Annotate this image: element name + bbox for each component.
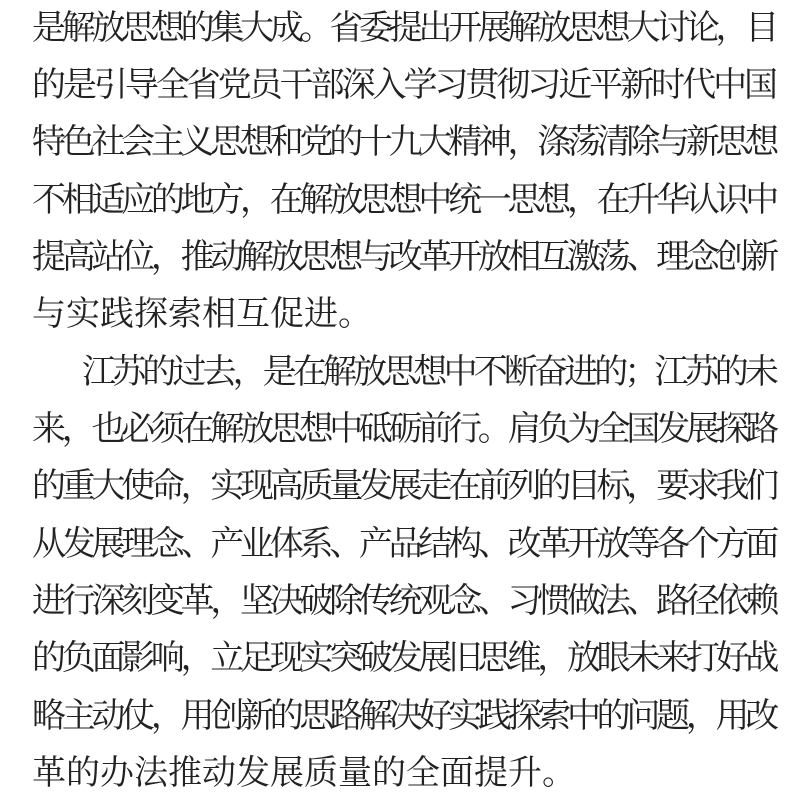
text-line: 略主动仗，用创新的思路解决好实践探索中的问题，用改 <box>32 696 775 736</box>
text-line: 进行深刻变革，坚决破除传统观念、习惯做法、路径依赖 <box>32 581 775 621</box>
text-line: 特色社会主义思想和党的十九大精神，涤荡清除与新思想 <box>32 122 775 162</box>
text-line: 来，也必须在解放思想中砥砺前行。肩负为全国发展探路 <box>32 409 775 449</box>
text-line: 提高站位，推动解放思想与改革开放相互激荡、理念创新 <box>32 237 775 277</box>
text-line: 从发展理念、产业体系、产品结构、改革开放等各个方面 <box>32 524 775 564</box>
text-line: 不相适应的地方，在解放思想中统一思想，在升华认识中 <box>32 180 775 220</box>
text-line: 是解放思想的集大成。省委提出开展解放思想大讨论，目 <box>32 8 775 48</box>
text-line: 的是引导全省党员干部深入学习贯彻习近平新时代中国 <box>32 65 775 105</box>
text-line: 江苏的过去，是在解放思想中不断奋进的；江苏的未 <box>82 352 775 392</box>
text-line: 革的办法推动发展质量的全面提升。 <box>32 753 576 793</box>
text-line: 与实践探索相互促进。 <box>32 294 372 334</box>
text-line: 的负面影响，立足现实突破发展旧思维，放眼未来打好战 <box>32 638 775 678</box>
text-line: 的重大使命，实现高质量发展走在前列的目标，要求我们 <box>32 466 775 506</box>
